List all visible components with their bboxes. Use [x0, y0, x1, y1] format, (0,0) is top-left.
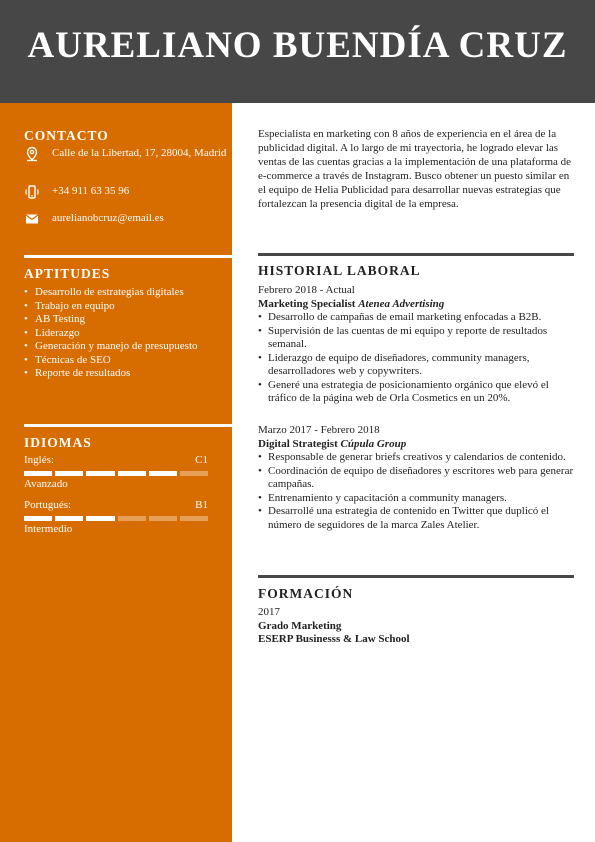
level-segment: [149, 516, 177, 521]
job-role: Marketing Specialist: [258, 297, 356, 310]
list-item: • Desarrollé una estrategia de contenido en Twitter que duplicó el número de seguidores de la marca Zales Atelier.: [258, 505, 574, 532]
level-segment: [86, 516, 114, 521]
job-bullets: [258, 311, 574, 406]
level-segment: [86, 471, 114, 476]
list-item: • Supervisión de las cuentas de mi equipo y reporte de resultados semanal.: [258, 325, 574, 352]
languages-heading: IDIOMAS: [24, 435, 92, 450]
list-item: • Reporte de resultados: [24, 367, 224, 381]
email-text: aurelianobcruz@email.es: [52, 212, 164, 224]
list-item: • Técnicas de SEO: [24, 354, 224, 368]
list-item: • Entrenamiento y capacitación a community managers.: [258, 492, 574, 506]
list-item: • Desarrollo de estrategias digitales: [24, 286, 224, 300]
level-segment: [180, 471, 208, 476]
level-segment: [24, 471, 52, 476]
language-level-bar: [24, 516, 208, 521]
education-entry: [258, 606, 574, 647]
language-level: B1: [195, 499, 208, 511]
divider: [24, 255, 232, 258]
list-item: • Liderazgo: [24, 327, 224, 341]
language-level-bar: [24, 471, 208, 476]
job-title: [258, 438, 574, 452]
profile-summary: Especialista en marketing con 8 años de experiencia en el área de la publicidad digital. A lo largo de mi trayectoria, he logrado elevar las ventas de las cuentas gracias a la implementación de una plataforma de e-commerce a través de Instagram. Busco obtener un puesto similar en el equipo de Helia Publicidad para desarrollar nuevas estrategias que fortalezcan la presencia digital de la empresa.: [258, 128, 572, 210]
address-text: Calle de la Libertad, 17, 28004, Madrid: [52, 147, 227, 159]
job-dates: Marzo 2017 - Febrero 2018: [258, 424, 380, 436]
level-segment: [180, 516, 208, 521]
language-level: C1: [195, 454, 208, 466]
contact-heading: CONTACTO: [24, 128, 109, 143]
list-item: • Trabajo en equipo: [24, 300, 224, 314]
job-title: [258, 298, 574, 312]
job-dates: Febrero 2018 - Actual: [258, 284, 355, 296]
education-heading: FORMACIÓN: [258, 586, 354, 601]
list-item: • Generación y manejo de presupuesto: [24, 340, 224, 354]
level-segment: [118, 471, 146, 476]
level-segment: [24, 516, 52, 521]
job-entry: [258, 424, 574, 532]
job-role: Digital Strategist: [258, 437, 338, 450]
language-name: Portugués:: [24, 499, 72, 511]
sidebar: [0, 103, 232, 842]
divider: [24, 424, 232, 427]
job-bullets: [258, 451, 574, 532]
language-description: Intermedio: [24, 523, 73, 535]
location-pin-icon: [24, 146, 40, 162]
main-content: [258, 0, 574, 842]
list-item: • Desarrollo de campañas de email marketing enfocadas a B2B.: [258, 311, 574, 325]
language-name: Inglés:: [24, 454, 54, 466]
education-school: ESERP Businesss & Law School: [258, 633, 410, 645]
list-item: • AB Testing: [24, 313, 224, 327]
list-item: • Liderazgo de equipo de diseñadores, community managers, desarrolladores web y copywriters.: [258, 352, 574, 379]
level-segment: [149, 471, 177, 476]
level-segment: [55, 471, 83, 476]
envelope-icon: [24, 211, 40, 227]
job-entry: [258, 284, 574, 406]
job-company: Atenea Advertising: [358, 297, 445, 310]
phone-icon: [24, 184, 40, 200]
level-segment: [55, 516, 83, 521]
education-year: 2017: [258, 606, 280, 618]
list-item: • Coordinación de equipo de diseñadores y escritores web para generar campañas.: [258, 465, 574, 492]
job-company: Cúpula Group: [340, 437, 407, 450]
list-item: • Generé una estrategia de posicionamiento orgánico que elevó el tráfico de la página web de Orla Cosmetics en un 20%.: [258, 379, 574, 406]
phone-text: +34 911 63 35 96: [52, 185, 130, 197]
skills-heading: APTITUDES: [24, 266, 111, 281]
education-degree: Grado Marketing: [258, 619, 342, 632]
list-item: • Responsable de generar briefs creativos y calendarios de contenido.: [258, 451, 574, 465]
skills-list: [24, 286, 224, 381]
language-description: Avanzado: [24, 478, 68, 490]
divider: [258, 575, 574, 578]
divider: [258, 253, 574, 256]
candidate-name: AURELIANO BUENDÍA CRUZ: [27, 25, 568, 66]
level-segment: [118, 516, 146, 521]
work-heading: HISTORIAL LABORAL: [258, 263, 421, 278]
